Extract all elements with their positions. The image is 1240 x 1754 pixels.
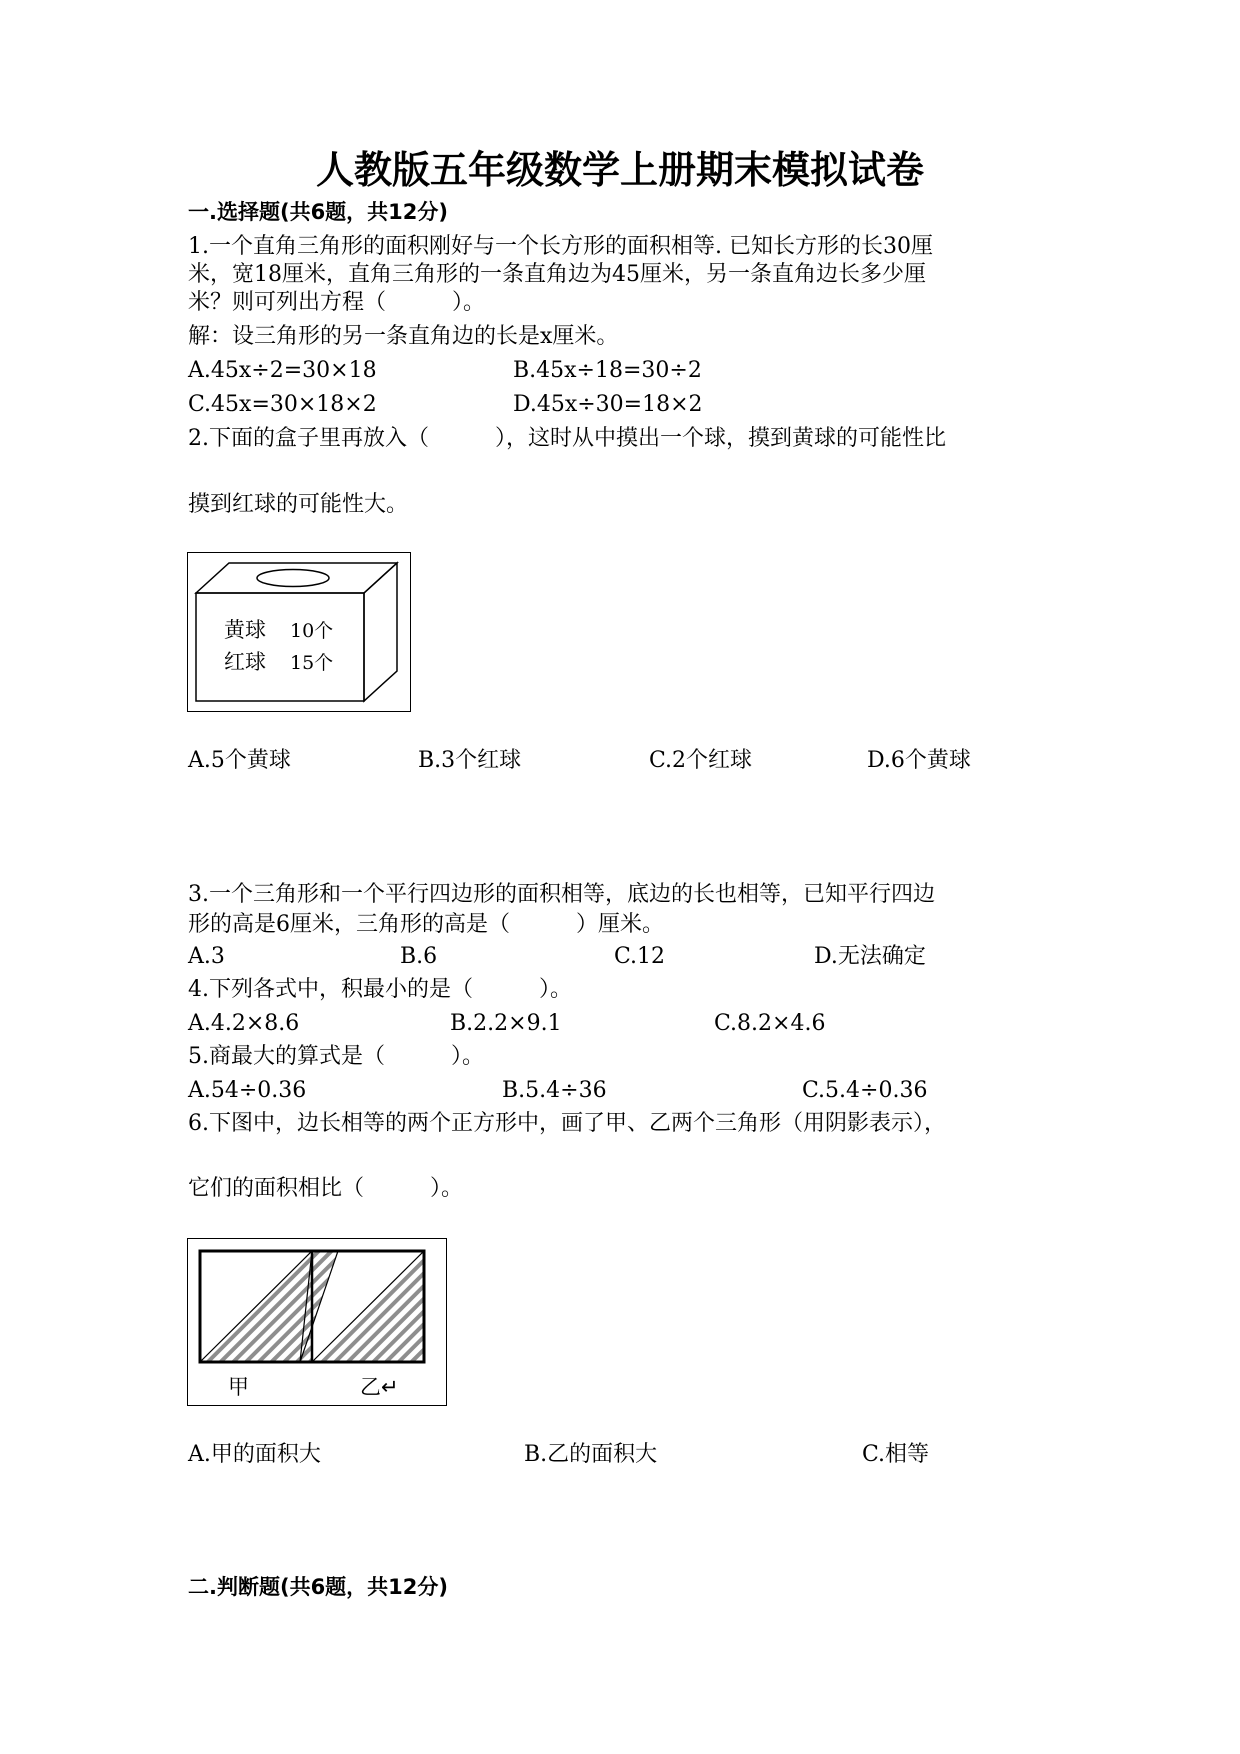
ball-box-figure [187, 552, 411, 712]
q4-option-b: B.2.2×9.1 [450, 1011, 562, 1036]
q3-option-d: D.无法确定 [814, 944, 926, 969]
label-jia: 甲 [228, 1375, 249, 1399]
q2-option-c: C.2个红球 [649, 748, 753, 773]
box-front-face [196, 593, 364, 701]
q1-option-a: A.45x÷2=30×18 [188, 358, 377, 383]
page-title: 人教版五年级数学上册期末模拟试卷 [315, 148, 924, 192]
q5-option-a: A.54÷0.36 [188, 1078, 307, 1103]
box-side-face [364, 563, 397, 701]
q1-line3: 米？则可列出方程（ ）。 [188, 290, 486, 315]
q6-option-a: A.甲的面积大 [188, 1442, 321, 1467]
q2-option-b: B.3个红球 [418, 748, 522, 773]
q2-option-d: D.6个黄球 [867, 748, 971, 773]
q1-line2: 米，宽18厘米，直角三角形的一条直角边为45厘米，另一条直角边长多少厘 [188, 262, 926, 287]
triangle-jia [200, 1251, 312, 1362]
box-opening [257, 570, 329, 587]
q6-line1: 6.下图中，边长相等的两个正方形中，画了甲、乙两个三角形（用阴影表示）， [188, 1111, 946, 1136]
q3-option-b: B.6 [400, 944, 438, 969]
q1-line1: 1.一个直角三角形的面积刚好与一个长方形的面积相等. 已知长方形的长30厘 [188, 234, 933, 259]
q1-option-b: B.45x÷18=30÷2 [513, 358, 702, 383]
section-heading-judgement: 二.判断题(共6题，共12分) [188, 1575, 449, 1599]
q1-solution: 解：设三角形的另一条直角边的长是x厘米。 [188, 324, 619, 349]
triangle-figure [187, 1238, 447, 1406]
red-ball-count: 15个 [290, 652, 334, 674]
q2-line2: 摸到红球的可能性大。 [188, 492, 409, 517]
q1-option-c: C.45x=30×18×2 [188, 392, 377, 417]
q2-option-a: A.5个黄球 [188, 748, 291, 773]
box-drawing [188, 553, 410, 711]
q5-text: 5.商最大的算式是（ ）。 [188, 1044, 484, 1069]
q3-option-c: C.12 [614, 944, 666, 969]
yellow-ball-label: 黄球 [224, 618, 266, 642]
q1-option-d: D.45x÷30=18×2 [513, 392, 703, 417]
q5-option-b: B.5.4÷36 [502, 1078, 607, 1103]
q6-option-b: B.乙的面积大 [524, 1442, 658, 1467]
q3-line1: 3.一个三角形和一个平行四边形的面积相等，底边的长也相等，已知平行四边 [188, 882, 935, 907]
label-yi: 乙↵ [360, 1375, 399, 1399]
q2-line1: 2.下面的盒子里再放入（ ），这时从中摸出一个球，摸到黄球的可能性比 [188, 426, 946, 451]
q5-option-c: C.5.4÷0.36 [802, 1078, 928, 1103]
q3-line2: 形的高是6厘米，三角形的高是（ ）厘米。 [188, 912, 664, 937]
q6-line2: 它们的面积相比（ ）。 [188, 1176, 464, 1201]
q4-text: 4.下列各式中，积最小的是（ ）。 [188, 977, 572, 1002]
q6-option-c: C.相等 [862, 1442, 930, 1467]
triangle-drawing [188, 1239, 446, 1405]
q4-option-c: C.8.2×4.6 [714, 1011, 826, 1036]
red-ball-label: 红球 [224, 650, 266, 674]
section-heading-choice: 一.选择题(共6题，共12分) [188, 200, 449, 224]
box-top-face [196, 563, 397, 593]
yellow-ball-count: 10个 [290, 620, 334, 642]
q4-option-a: A.4.2×8.6 [188, 1011, 300, 1036]
q3-option-a: A.3 [188, 944, 225, 969]
